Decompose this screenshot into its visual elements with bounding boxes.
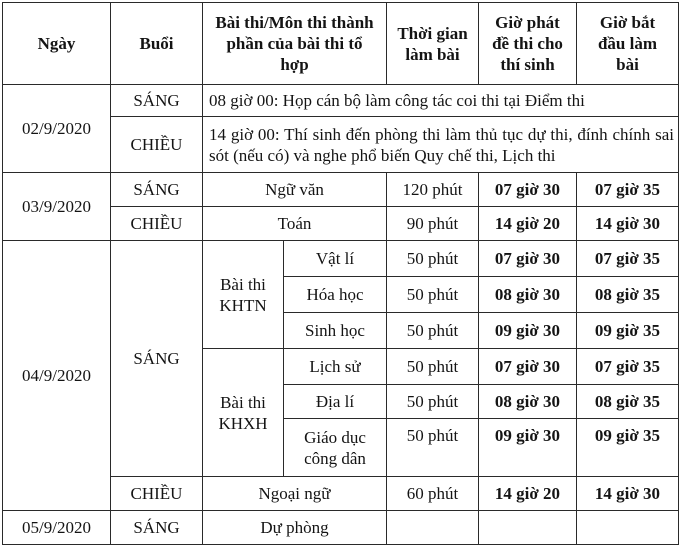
- duration-cell: 50 phút: [387, 385, 479, 419]
- distribute-time-cell: 14 giờ 20: [479, 477, 577, 511]
- header-row: [3, 3, 679, 85]
- session-cell: CHIỀU: [111, 207, 203, 241]
- subject-cell: Địa lí: [284, 385, 387, 419]
- duration-cell: 120 phút: [387, 173, 479, 207]
- subject-cell: Dự phòng: [203, 511, 387, 545]
- start-time-cell: 09 giờ 35: [577, 313, 679, 349]
- duration-cell: 60 phút: [387, 477, 479, 511]
- subject-cell: Hóa học: [284, 277, 387, 313]
- start-time-cell: 08 giờ 35: [577, 385, 679, 419]
- date-cell: 02/9/2020: [3, 85, 111, 173]
- subject-cell: Giáo dục công dân: [284, 419, 387, 477]
- distribute-time-cell: 07 giờ 30: [479, 349, 577, 385]
- subject-cell: Sinh học: [284, 313, 387, 349]
- table-row: [3, 511, 679, 545]
- distribute-time-cell: 09 giờ 30: [479, 419, 577, 477]
- distribute-time-cell: [479, 511, 577, 545]
- start-time-cell: 14 giờ 30: [577, 477, 679, 511]
- date-cell: 05/9/2020: [3, 511, 111, 545]
- subject-cell: Ngữ văn: [203, 173, 387, 207]
- session-cell: CHIỀU: [111, 117, 203, 173]
- date-cell: 04/9/2020: [3, 241, 111, 511]
- session-cell: SÁNG: [111, 241, 203, 477]
- table-row: [3, 85, 679, 117]
- subject-cell: Lịch sử: [284, 349, 387, 385]
- distribute-time-cell: 08 giờ 30: [479, 385, 577, 419]
- header-date: Ngày: [3, 3, 111, 85]
- subject-cell: Toán: [203, 207, 387, 241]
- session-cell: CHIỀU: [111, 477, 203, 511]
- start-time-cell: 14 giờ 30: [577, 207, 679, 241]
- header-distribute-time: Giờ phát đề thi cho thí sinh: [479, 3, 577, 85]
- duration-cell: 90 phút: [387, 207, 479, 241]
- session-cell: SÁNG: [111, 173, 203, 207]
- note-cell: 14 giờ 00: Thí sinh đến phòng thi làm thủ tục dự thi, đính chính sai sót (nếu có) và nghe phổ biến Quy chế thi, Lịch thi: [203, 117, 679, 173]
- duration-cell: 50 phút: [387, 313, 479, 349]
- distribute-time-cell: 09 giờ 30: [479, 313, 577, 349]
- distribute-time-cell: 14 giờ 20: [479, 207, 577, 241]
- table-row: [3, 173, 679, 207]
- start-time-cell: 09 giờ 35: [577, 419, 679, 477]
- duration-cell: 50 phút: [387, 277, 479, 313]
- session-cell: SÁNG: [111, 85, 203, 117]
- distribute-time-cell: 08 giờ 30: [479, 277, 577, 313]
- distribute-time-cell: 07 giờ 30: [479, 241, 577, 277]
- distribute-time-cell: 07 giờ 30: [479, 173, 577, 207]
- start-time-cell: 08 giờ 35: [577, 277, 679, 313]
- start-time-cell: 07 giờ 35: [577, 241, 679, 277]
- subject-cell: Vật lí: [284, 241, 387, 277]
- start-time-cell: [577, 511, 679, 545]
- start-time-cell: 07 giờ 35: [577, 349, 679, 385]
- duration-cell: 50 phút: [387, 349, 479, 385]
- duration-cell: 50 phút: [387, 241, 479, 277]
- table-row: [3, 241, 679, 277]
- subject-cell: Ngoại ngữ: [203, 477, 387, 511]
- date-cell: 03/9/2020: [3, 173, 111, 241]
- session-cell: SÁNG: [111, 511, 203, 545]
- group-cell-khxh: Bài thi KHXH: [203, 349, 284, 477]
- note-cell: 08 giờ 00: Họp cán bộ làm công tác coi thi tại Điểm thi: [203, 85, 679, 117]
- duration-cell: 50 phút: [387, 419, 479, 477]
- header-start-time: Giờ bắt đầu làm bài: [577, 3, 679, 85]
- header-subject: Bài thi/Môn thi thành phần của bài thi tổ hợp: [203, 3, 387, 85]
- header-duration: Thời gian làm bài: [387, 3, 479, 85]
- duration-cell: [387, 511, 479, 545]
- exam-schedule: [2, 2, 679, 545]
- exam-schedule-table: [2, 2, 679, 545]
- start-time-cell: 07 giờ 35: [577, 173, 679, 207]
- group-cell-khtn: Bài thi KHTN: [203, 241, 284, 349]
- header-session: Buổi: [111, 3, 203, 85]
